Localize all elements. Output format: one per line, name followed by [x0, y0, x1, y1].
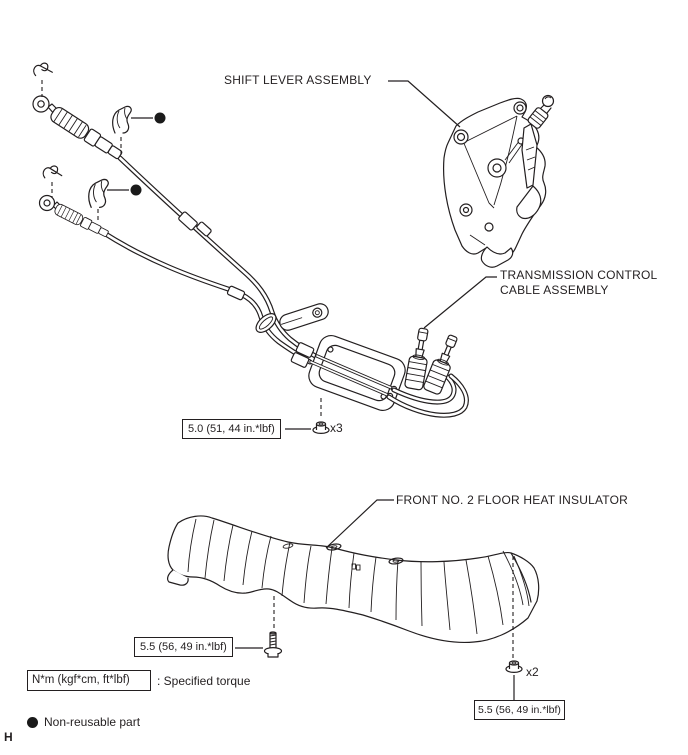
cable-clip-icon	[89, 179, 108, 207]
torque-legend-description: : Specified torque	[157, 674, 251, 688]
transmission-label-line1: TRANSMISSION CONTROL	[500, 268, 658, 282]
shift-lever-assembly-label: SHIFT LEVER ASSEMBLY	[224, 73, 372, 87]
torque-value: 5.5 (56, 49 in.*lbf)	[140, 641, 227, 653]
non-reusable-dot	[155, 113, 166, 124]
torque-value: 5.0 (51, 44 in.*lbf)	[188, 423, 275, 435]
heat-insulator-art	[168, 516, 539, 642]
cable-collar	[196, 221, 212, 236]
cable-bracket-art	[278, 302, 330, 333]
cable-boot	[53, 203, 110, 239]
torque-value: 5.5 (56, 49 in.*lbf)	[478, 704, 561, 716]
transmission-control-cable-label	[500, 268, 657, 298]
torque-legend-box: N*m (kgf*cm, ft*lbf)	[27, 670, 151, 691]
r-clip-icon	[33, 62, 53, 76]
nut-icon	[506, 661, 522, 672]
shift-lever-assembly-art	[444, 96, 554, 268]
non-reusable-dot	[131, 185, 142, 196]
heat-insulator-label: FRONT NO. 2 FLOOR HEAT INSULATOR	[396, 493, 628, 507]
shift-lever-ball-stud	[527, 96, 554, 130]
fastener-count-x2: x2	[526, 665, 539, 679]
control-cables-art	[33, 62, 467, 415]
cable-clip-icon	[113, 106, 132, 133]
non-reusable-dot-icon	[27, 717, 38, 728]
cable-collar	[227, 286, 245, 301]
page-corner-mark: H	[4, 730, 13, 744]
cable-boot	[49, 105, 125, 162]
nut-icon	[313, 422, 329, 433]
torque-spec-box-cable-bracket	[182, 419, 281, 439]
torque-spec-box-insulator-bolt	[134, 637, 233, 657]
torque-spec-box-insulator-nut	[474, 700, 565, 720]
transmission-label-line2: CABLE ASSEMBLY	[500, 283, 609, 297]
bolt-icon	[265, 632, 282, 657]
fastener-count-x3: x3	[330, 421, 343, 435]
non-reusable-legend-label: Non-reusable part	[44, 715, 141, 729]
r-clip-icon	[43, 166, 62, 178]
